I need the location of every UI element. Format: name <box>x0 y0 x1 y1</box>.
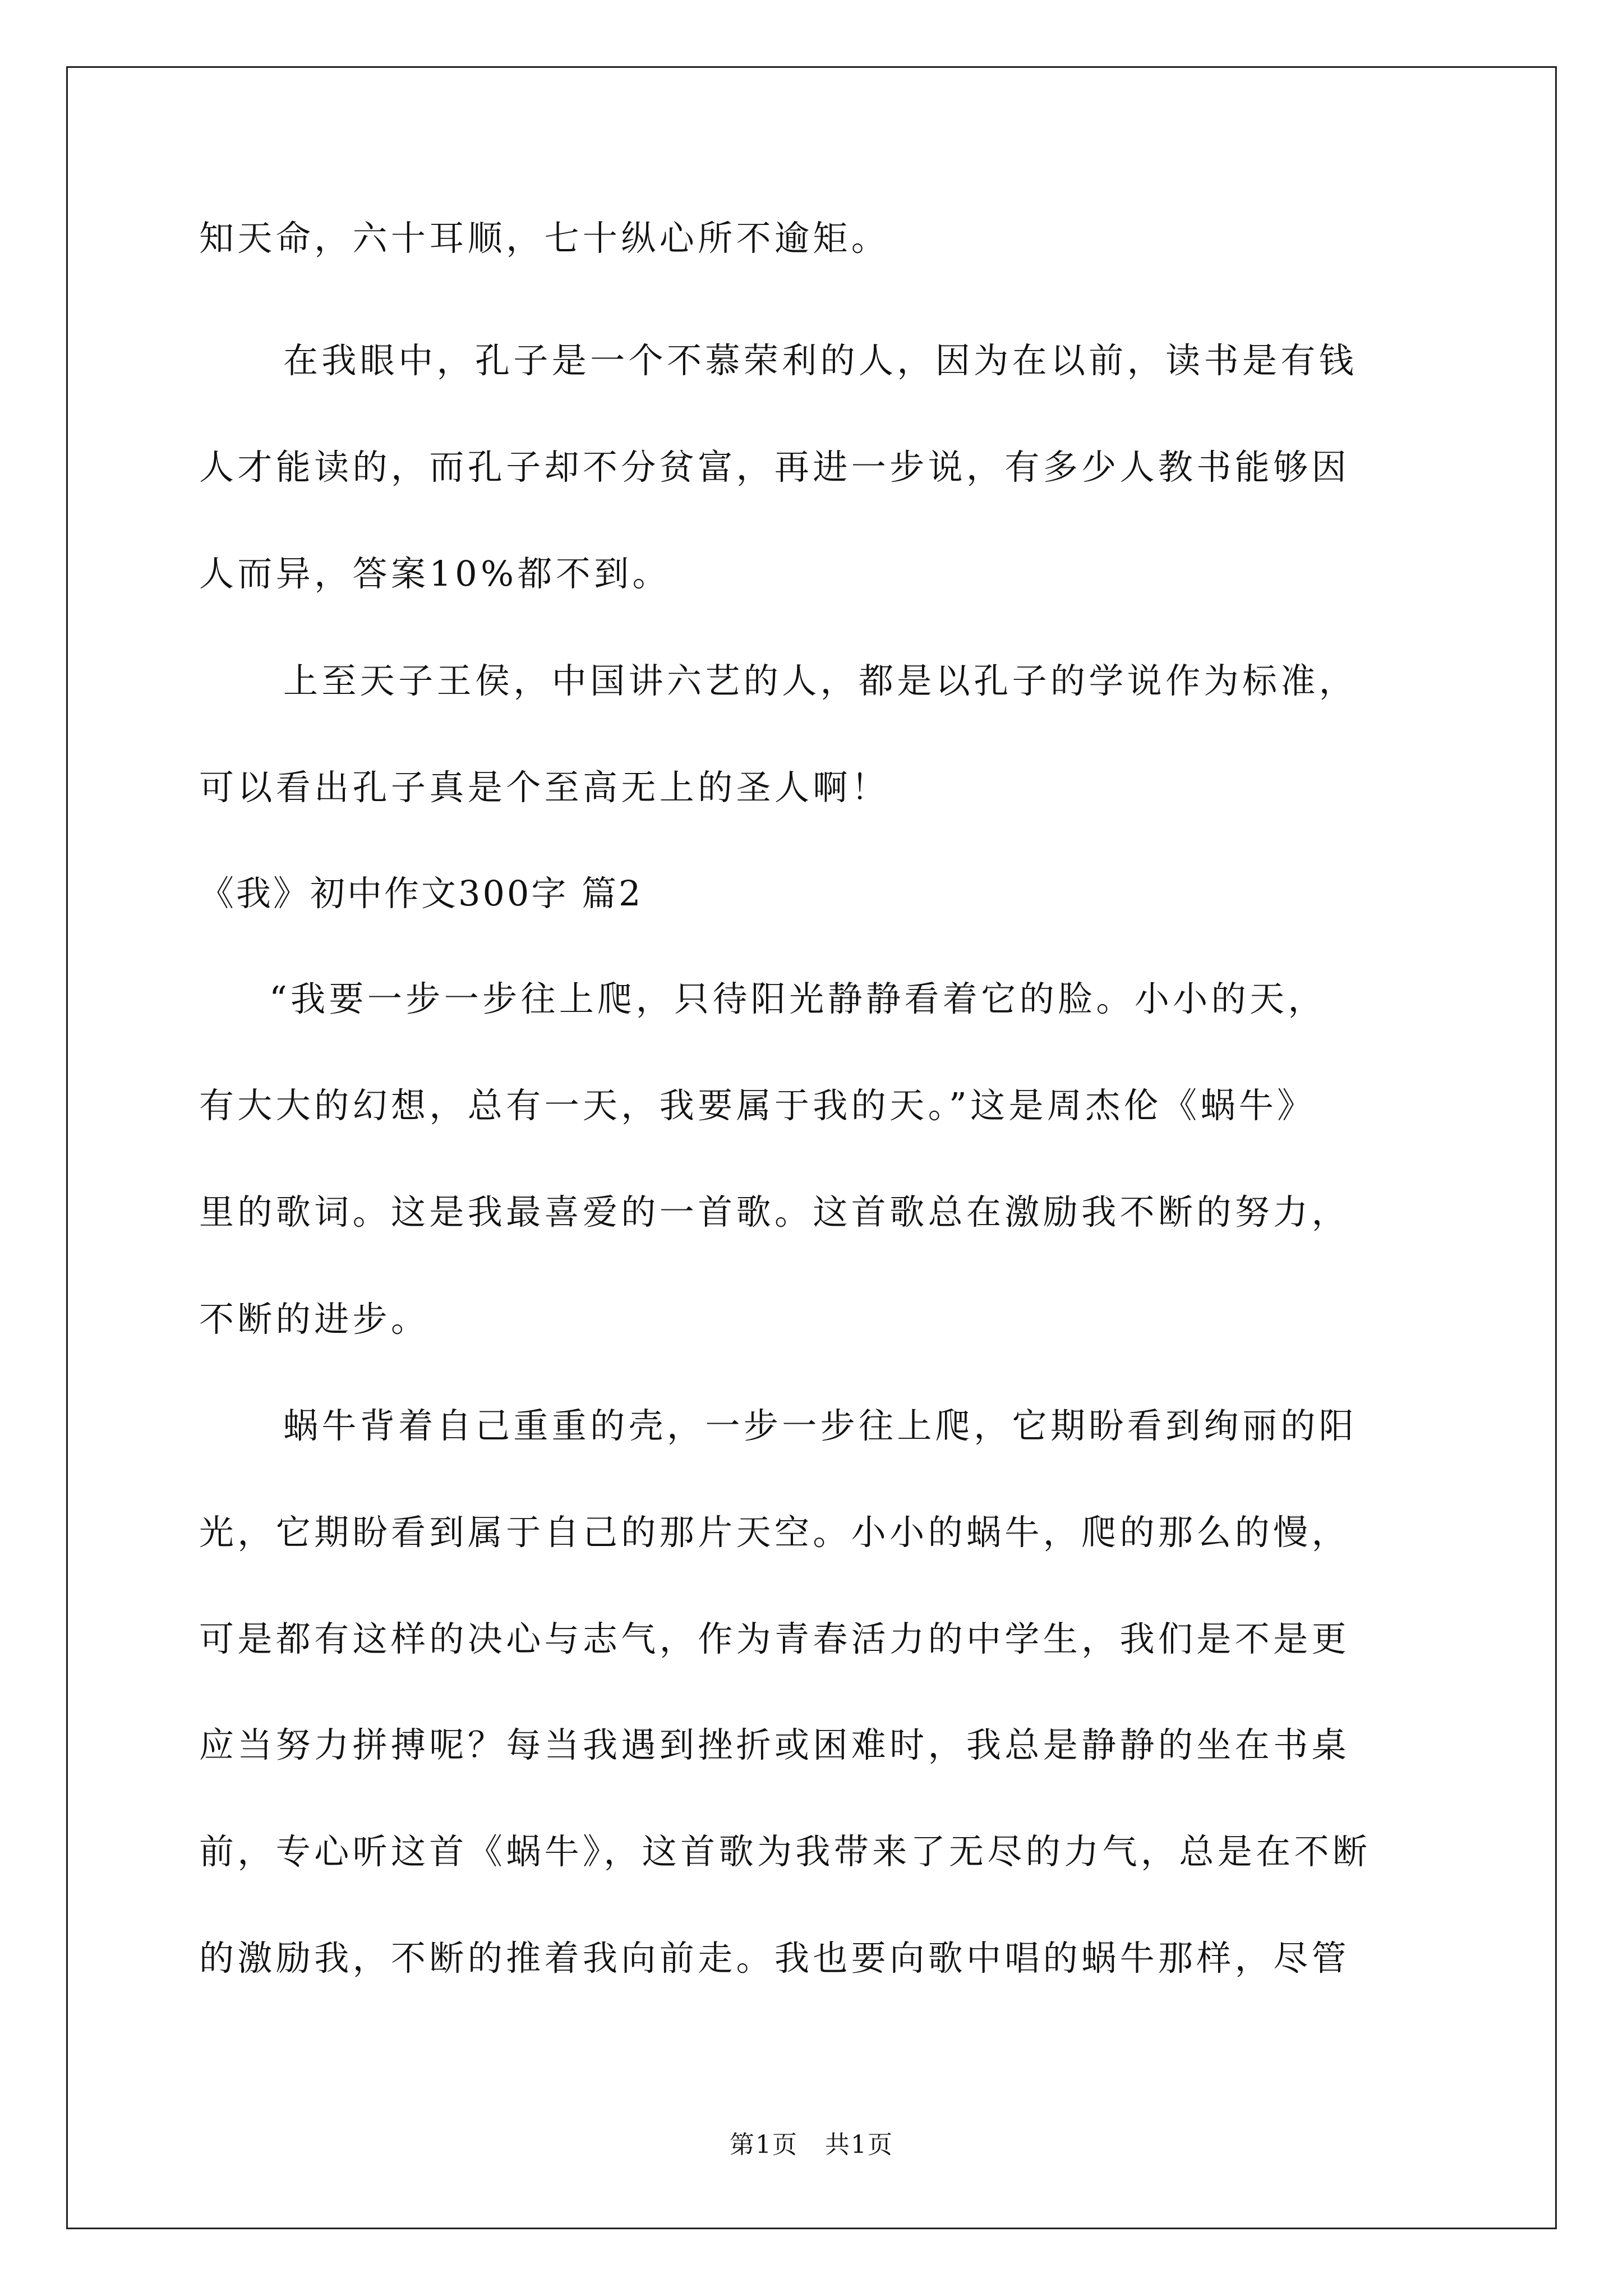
paragraph-3-line-1: 上至天子王侯，中国讲六艺的人，都是以孔子的学说作为标准， <box>283 660 1358 701</box>
paragraph-2-line-3: 人而异，答案10%都不到。 <box>199 553 671 594</box>
section-title: 《我》初中作文300字 篇2 <box>199 873 643 914</box>
page-footer: 第1页 共1页 <box>730 2131 893 2159</box>
paragraph-5-line-2: 光，它期盼看到属于自己的那片天空。小小的蜗牛，爬的那么的慢， <box>199 1512 1350 1553</box>
paragraph-4-line-3: 里的歌词。这是我最喜爱的一首歌。这首歌总在激励我不断的努力， <box>199 1191 1350 1232</box>
paragraph-5-line-6: 的激励我，不断的推着我向前走。我也要向歌中唱的蜗牛那样，尽管 <box>199 1938 1350 1978</box>
paragraph-4-line-1: “我要一步一步往上爬，只待阳光静静看着它的脸。小小的天， <box>269 978 1326 1019</box>
paragraph-5-line-5: 前，专心听这首《蜗牛》，这首歌为我带来了无尽的力气，总是在不断 <box>199 1831 1371 1872</box>
paragraph-1-line-1: 知天命，六十耳顺，七十纵心所不逾矩。 <box>199 218 890 259</box>
paragraph-5-line-3: 可是都有这样的决心与志气，作为青春活力的中学生，我们是不是更 <box>199 1618 1350 1659</box>
paragraph-4-line-4: 不断的进步。 <box>199 1299 430 1340</box>
paragraph-4-line-2: 有大大的幻想，总有一天，我要属于我的天。”这是周杰伦《蜗牛》 <box>199 1085 1316 1126</box>
paragraph-5-line-4: 应当努力拼搏呢？每当我遇到挫折或困难时，我总是静静的坐在书桌 <box>199 1724 1350 1765</box>
paragraph-3-line-2: 可以看出孔子真是个至高无上的圣人啊！ <box>199 767 890 808</box>
paragraph-2-line-2: 人才能读的，而孔子却不分贫富，再进一步说，有多少人教书能够因 <box>199 447 1350 487</box>
paragraph-2-line-1: 在我眼中，孔子是一个不慕荣利的人，因为在以前，读书是有钱 <box>283 340 1358 381</box>
page-border <box>66 66 1557 2229</box>
paragraph-5-line-1: 蜗牛背着自己重重的壳，一步一步往上爬，它期盼看到绚丽的阳 <box>283 1405 1358 1446</box>
